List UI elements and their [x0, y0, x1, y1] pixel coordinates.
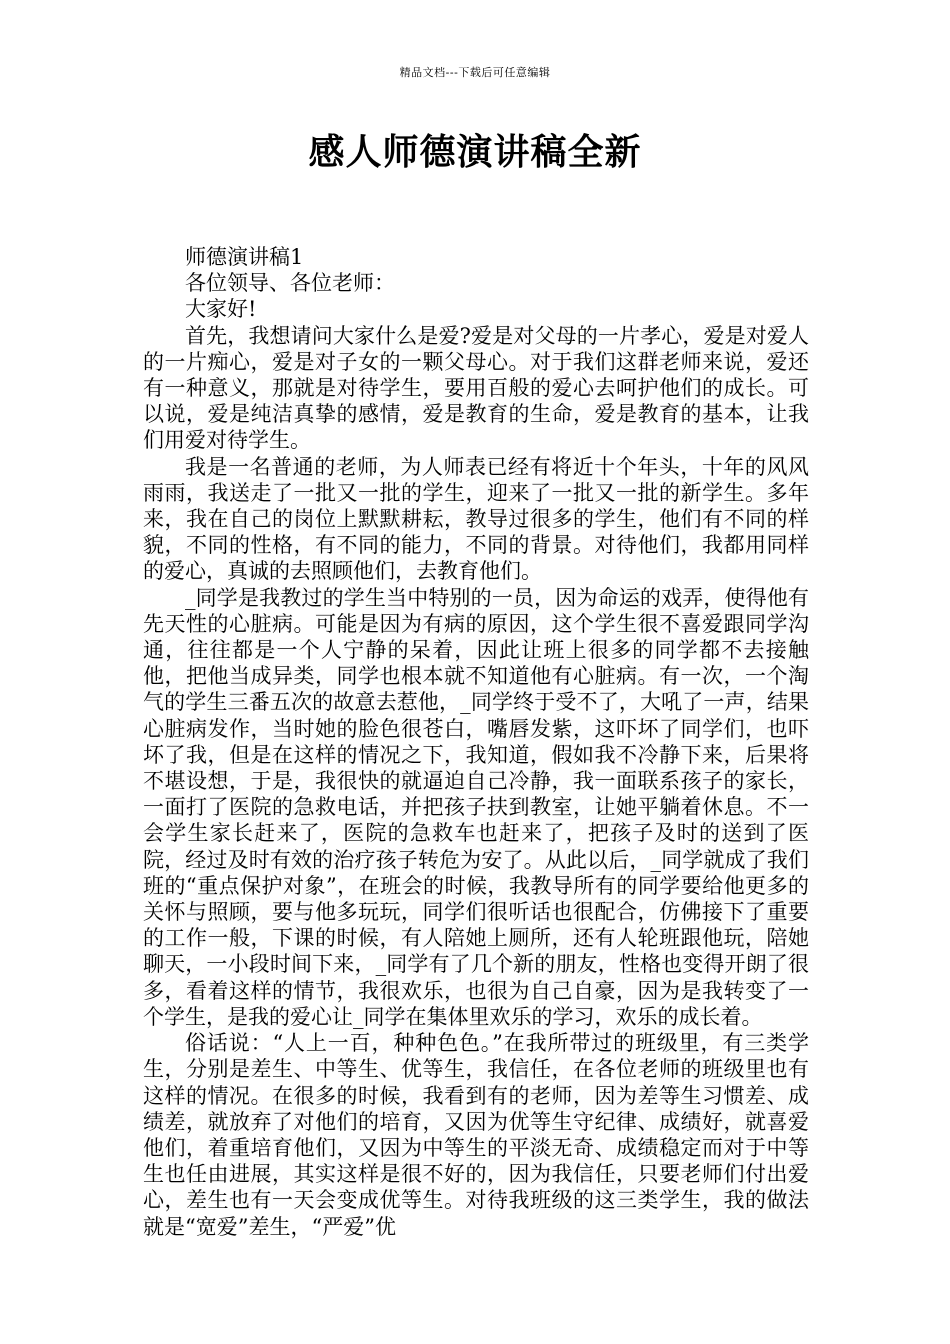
salutation: 各位领导、各位老师： — [185, 271, 395, 296]
body-paragraph: 我是一名普通的老师，为人师表已经有将近十个年头，十年的风风雨雨，我送走了一批又一批的学生，迎来了一批又一批的新学生。多年来，我在自己的岗位上默默耕耘，教导过很多的学生，他们有不同的样貌，不同的性格，有不同的能力，不同的背景。对待他们，我都用同样的爱心，真诚的去照顾他们，去教育他们。 — [143, 454, 809, 584]
body-paragraph: 俗话说：“人上一百，种种色色。”在我所带过的班级里，有三类学生，分别是差生、中等生、优等生，我信任，在各位老师的班级里也有这样的情况。在很多的时候，我看到有的老师，因为差等生习惯差、成绩差，就放弃了对他们的培育，又因为优等生守纪律、成绩好，就喜爱他们，着重培育他们，又因为中等生的平淡无奇、成绩稳定而对于中等生也任由进展，其实这样是很不好的，因为我信任，只要老师们付出爱心，差生也有一天会变成优等生。对待我班级的这三类学生，我的做法就是“宽爱”差生，“严爱”优 — [143, 1031, 809, 1239]
document-body — [143, 244, 809, 1240]
header-note: 精品文档---下载后可任意编辑 — [399, 66, 551, 79]
body-paragraph: 首先，我想请问大家什么是爱?爱是对父母的一片孝心，爱是对爱人的一片痴心，爱是对子女的一颗父母心。对于我们这群老师来说，爱还有一种意义，那就是对待学生，要用百般的爱心去呵护他们的成长。可以说，爱是纯洁真挚的感情，爱是教育的生命，爱是教育的基本，让我们用爱对待学生。 — [143, 323, 809, 453]
body-paragraph: _同学是我教过的学生当中特别的一员，因为命运的戏弄，使得他有先天性的心脏病。可能是因为有病的原因，这个学生很不喜爱跟同学沟通，往往都是一个人宁静的呆着，因此让班上很多的同学都不去接触他，把他当成异类，同学也根本就不知道他有心脏病。有一次，一个淘气的学生三番五次的故意去惹他，_同学终于受不了，大吼了一声，结果心脏病发作，当时她的脸色很苍白，嘴唇发紫，这吓坏了同学们，也吓坏了我，但是在这样的情况之下，我知道，假如我不冷静下来，后果将不堪设想，于是，我很快的就逼迫自己冷静，我一面联系孩子的家长，一面打了医院的急救电话，并把孩子扶到教室，让她平躺着休息。不一会学生家长赶来了，医院的急救车也赶来了，把孩子及时的送到了医院，经过及时有效的治疗孩子转危为安了。从此以后，_同学就成了我们班的“重点保护对象”，在班会的时候，我教导所有的同学要给他更多的关怀与照顾，要与他多玩玩，同学们很听话也很配合，仿佛接下了重要的工作一般，下课的时候，有人陪她上厕所，还有人轮班跟他玩，陪她聊天，一小段时间下来，_同学有了几个新的朋友，性格也变得开朗了很多，看着这样的情节，我很欢乐，也很为自己自豪，因为是我转变了一个学生，是我的爱心让_同学在集体里欢乐的学习，欢乐的成长着。 — [143, 585, 809, 1029]
document-title: 感人师德演讲稿全新 — [308, 131, 642, 173]
section-heading: 师德演讲稿1 — [185, 245, 304, 269]
greeting: 大家好! — [185, 297, 257, 322]
